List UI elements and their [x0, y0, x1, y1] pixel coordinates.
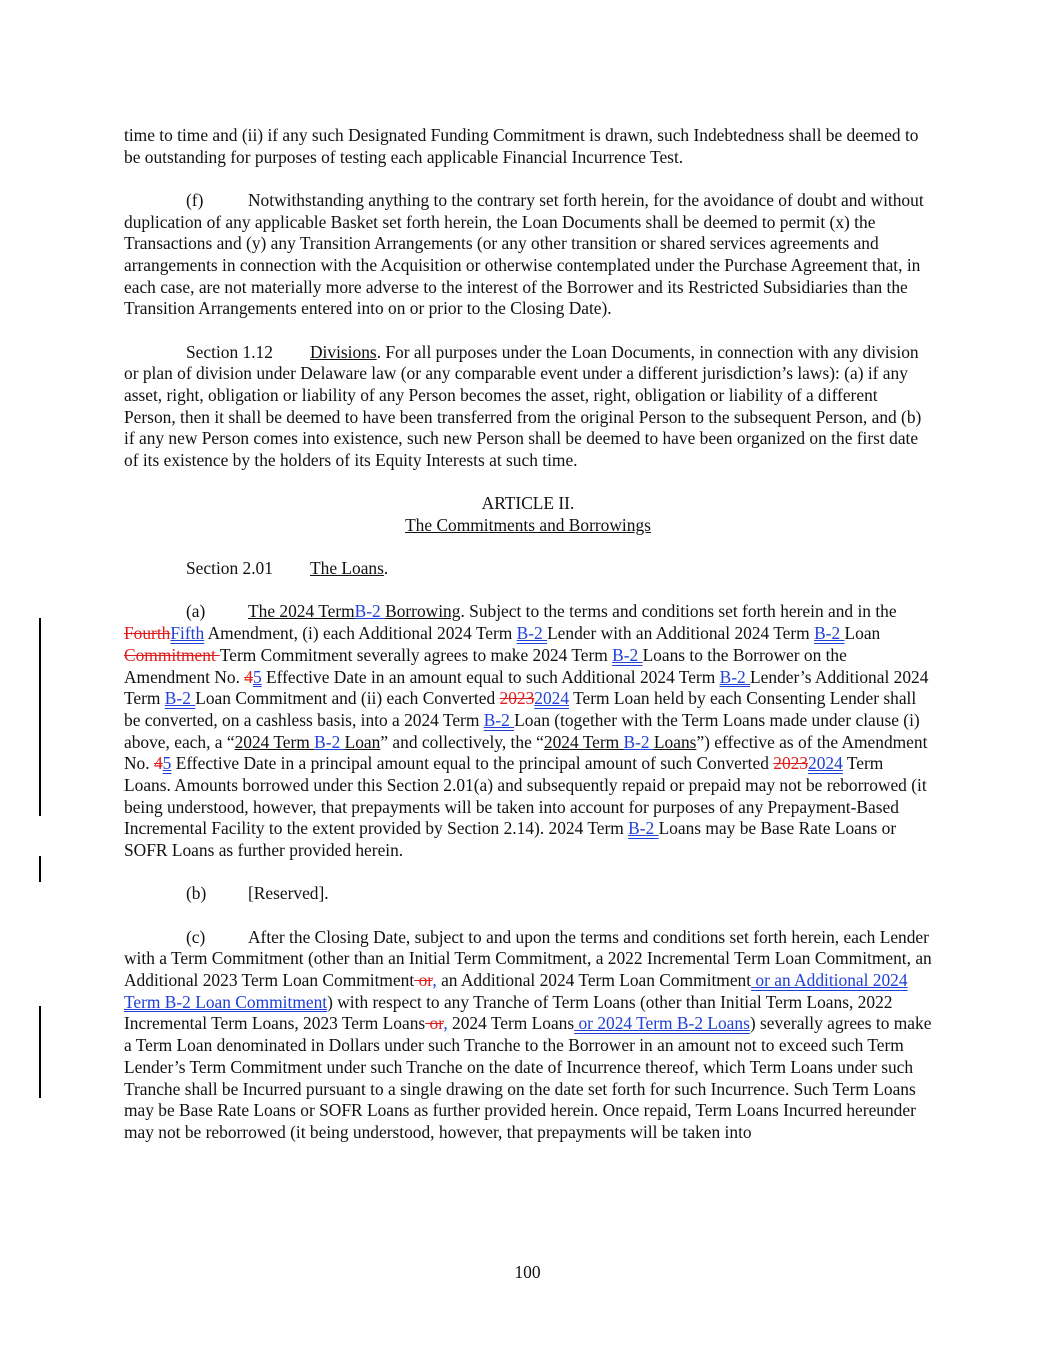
paragraph-a: (a) The 2024 TermB-2 Borrowing. Subject to the terms and conditions set forth herein and in the FourthFifth Amendment, (i) each Additional 2024 Term B-2 Lender with an Additional 2024 Term B-2 Loan Commitment Term Commitment severally agrees to make 2024 Term B-2 Loans to the Borrower on the Amendment No. 45 Effective Date in an amount equal to such Additional 2024 Term B-2 Lender’s Additional 2024 Term B-2 Loan Commitment and (ii) each Converted 20232024 Term Loan held by each Consenting Lender shall be converted, on a cashless basis, into a 2024 Term B-2 Loan (together with the Term Loans made under clause (i) above, each, a “2024 Term B-2 Loan” and collectively, the “2024 Term B-2 Loans”) effective as of the Amendment No. 45 Effective Date in a principal amount equal to the principal amount of such Converted 20232024 Term Loans. Amounts borrowed under this Section 2.01(a) and subsequently repaid or prepaid may not be reborrowed (it being understood, however, that prepayments will be taken into account for purposes of any Prepayment-Based Incremental Facility to the extent provided by Section 2.14). 2024 Term B-2 Loans may be Base Rate Loans or SOFR Loans as further provided herein.: [124, 601, 929, 861]
paragraph-c-label: (c): [186, 926, 206, 947]
defined-term: 2024 Term B-2 Loans: [543, 731, 697, 752]
inserted-text: 2024: [808, 753, 843, 774]
paragraph-f-label: (f): [186, 189, 204, 210]
inserted-text: B-2: [314, 731, 345, 752]
inserted-text: 5: [252, 666, 262, 687]
paragraph-c: (c) After the Closing Date, subject to and upon the terms and conditions set forth herein, each Lender with a Term Commitment (other than an Initial Term Commitment, a 2022 Incremental Term Loan Commitment, an Additional 2023 Term Loan Commitment or, an Additional 2024 Term Loan Commitment or an Additional 2024 Term B-2 Loan Commitment) with respect to any Tranche of Term Loans (other than Initial Term Loans, 2022 Incremental Term Loans, 2023 Term Loans or, 2024 Term Loans or 2024 Term B-2 Loans) severally agrees to make a Term Loan denominated in Dollars under such Tranche to the Borrower in an amount not to exceed such Term Lender’s Term Commitment under such Tranche on the date of Incurrence thereof, which Term Loans under such Tranche shall be Incurred pursuant to a single drawing on the date set forth for such Incurrence. Such Term Loans may be Base Rate Loans or SOFR Loans as further provided herein. Once repaid, Term Loans Incurred hereunder may not be reborrowed (it being understood, however, that prepayments will be taken into: [124, 926, 932, 1142]
inserted-text: B-2: [719, 666, 751, 687]
inserted-text: ,: [432, 970, 437, 990]
deleted-text: 4: [153, 753, 163, 774]
paragraph-a-heading: The 2024 TermB-2 Borrowing: [248, 601, 461, 622]
inserted-text: B-2: [628, 818, 659, 839]
inserted-text: B-2: [612, 644, 643, 665]
deleted-text: 2023: [773, 753, 809, 774]
section-1-12-heading: Divisions: [310, 341, 377, 362]
change-bar: [39, 618, 41, 816]
inserted-text: or an Additional 2024 Term B-2 Loan Commitment: [124, 970, 908, 1012]
paragraph-b: [124, 883, 932, 905]
defined-term: 2024 Term B-2 Loan: [234, 731, 381, 752]
deleted-text: 2023: [499, 688, 535, 709]
page-number: 100: [514, 1262, 541, 1282]
inserted-text: or 2024 Term B-2 Loans: [574, 1013, 750, 1034]
inserted-text: B-2: [623, 731, 654, 752]
paragraph-f: [124, 190, 932, 320]
paragraph-f-text: Notwithstanding anything to the contrary set forth herein, for the avoidance of doubt and without duplication of any applicable Basket set forth herein, the Loan Documents shall be deemed to permit (x) the Transactions and (y) any Transition Arrangements (or any other transition or shared services agreements and arrangements in connection with the Acquisition or otherwise contemplated under the Purchase Agreement that, in each case, are not materially more adverse to the interest of the Borrower and its Restricted Subsidiaries than the Transition Arrangements entered into on or prior to the Closing Date).: [124, 189, 924, 319]
inserted-text: B-2: [164, 688, 196, 709]
inserted-text: ,: [443, 1013, 448, 1034]
document-page: [124, 125, 932, 1165]
paragraph-b-label: (b): [186, 883, 207, 904]
section-1-12-text: . For all purposes under the Loan Documents, in connection with any division or plan of division under Delaware law (or any comparable event under a different jurisdiction’s laws): (a) if any asset, right, obligation or liability of any Person becomes the asset, right, obligation or liability of a different Person, then it shall be deemed to have been transferred from the original Person to the subsequent Person, and (b) if any new Person comes into existence, such new Person shall be deemed to have been organized on the first date of its existence by the holders of its Equity Interests at such time.: [124, 341, 922, 471]
inserted-text: B-2: [516, 623, 548, 644]
deleted-text: Commitment: [124, 644, 220, 665]
deleted-text: Fourth: [124, 623, 171, 644]
deleted-text: 4: [244, 666, 253, 687]
article-heading: [124, 493, 932, 536]
article-title: The Commitments and Borrowings: [405, 515, 651, 536]
inserted-text: Fifth: [170, 623, 205, 644]
change-bar: [39, 856, 41, 882]
inserted-text: B-2: [814, 623, 845, 644]
deleted-text: or: [414, 970, 433, 990]
paragraph-b-text: [Reserved].: [248, 883, 329, 904]
inserted-text: B-2: [483, 709, 515, 730]
paragraph-a-label: (a): [186, 601, 206, 622]
section-2-01: [124, 558, 932, 580]
change-bar: [39, 1006, 41, 1098]
section-1-12: [124, 342, 932, 472]
continuation-paragraph: time to time and (ii) if any such Designated Funding Commitment is drawn, such Indebtedness shall be deemed to be outstanding for purposes of testing each applicable Financial Incurrence Test.: [124, 125, 919, 167]
section-2-01-heading: The Loans: [310, 558, 384, 579]
section-2-01-period: .: [383, 558, 389, 579]
section-1-12-number: Section 1.12: [186, 341, 273, 362]
article-number: ARTICLE II.: [481, 493, 575, 514]
deleted-text: or: [425, 1013, 444, 1034]
section-2-01-number: Section 2.01: [186, 558, 273, 579]
inserted-text: B-2: [354, 601, 386, 622]
inserted-text: 2024: [534, 688, 570, 709]
inserted-text: 5: [162, 753, 172, 774]
